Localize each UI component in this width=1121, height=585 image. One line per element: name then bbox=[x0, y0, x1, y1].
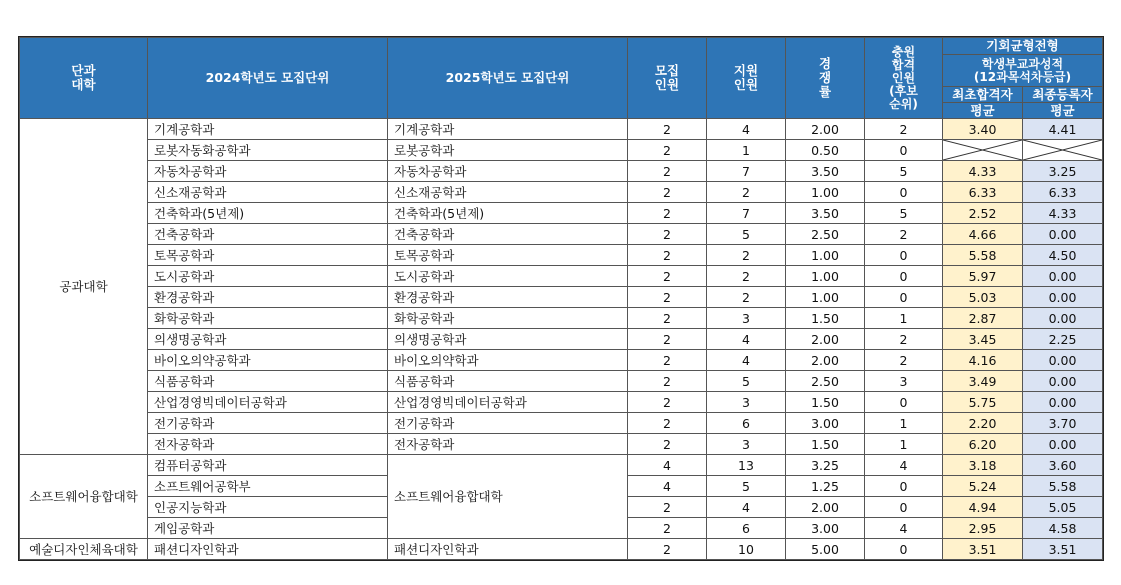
rate-cell: 1.00 bbox=[786, 266, 865, 287]
table-row bbox=[20, 161, 1103, 182]
table-row bbox=[20, 539, 1103, 560]
table-row bbox=[20, 371, 1103, 392]
table-row bbox=[20, 245, 1103, 266]
initial-avg-cell: 5.75 bbox=[943, 392, 1023, 413]
quota-cell: 2 bbox=[628, 140, 707, 161]
quota-cell: 4 bbox=[628, 455, 707, 476]
additional-cell: 4 bbox=[865, 455, 943, 476]
rate-cell: 2.50 bbox=[786, 224, 865, 245]
college-cell: 공과대학 bbox=[20, 119, 148, 455]
additional-cell: 4 bbox=[865, 518, 943, 539]
table-row bbox=[20, 266, 1103, 287]
initial-avg-cell: 2.87 bbox=[943, 308, 1023, 329]
rate-cell: 3.50 bbox=[786, 203, 865, 224]
additional-cell: 2 bbox=[865, 119, 943, 140]
final-avg-cell: 0.00 bbox=[1023, 392, 1103, 413]
table-row bbox=[20, 140, 1103, 161]
rate-cell: 2.50 bbox=[786, 371, 865, 392]
unit-2025-cell: 기계공학과 bbox=[388, 119, 628, 140]
quota-cell: 2 bbox=[628, 182, 707, 203]
quota-cell: 4 bbox=[628, 476, 707, 497]
applicants-cell: 7 bbox=[707, 203, 786, 224]
final-avg-cell: 4.33 bbox=[1023, 203, 1103, 224]
initial-avg-cell: 2.20 bbox=[943, 413, 1023, 434]
final-avg-cell: 0.00 bbox=[1023, 287, 1103, 308]
applicants-cell: 5 bbox=[707, 371, 786, 392]
applicants-cell: 5 bbox=[707, 224, 786, 245]
unit-2024-cell: 기계공학과 bbox=[148, 119, 388, 140]
table-row bbox=[20, 308, 1103, 329]
additional-cell: 0 bbox=[865, 140, 943, 161]
header-avg1-text: 평균 bbox=[970, 102, 995, 118]
unit-2024-cell: 토목공학과 bbox=[148, 245, 388, 266]
unit-2024-cell: 화학공학과 bbox=[148, 308, 388, 329]
final-avg-cell: 3.51 bbox=[1023, 539, 1103, 560]
unit-2024-cell: 건축공학과 bbox=[148, 224, 388, 245]
initial-avg-cell: 2.95 bbox=[943, 518, 1023, 539]
applicants-cell: 10 bbox=[707, 539, 786, 560]
quota-cell: 2 bbox=[628, 371, 707, 392]
initial-avg-cell: 6.20 bbox=[943, 434, 1023, 455]
header-unit-2024 bbox=[148, 38, 388, 119]
quota-cell: 2 bbox=[628, 245, 707, 266]
unit-2025-cell: 건축공학과 bbox=[388, 224, 628, 245]
unit-2025-cell: 신소재공학과 bbox=[388, 182, 628, 203]
rate-cell: 3.00 bbox=[786, 518, 865, 539]
additional-cell: 0 bbox=[865, 539, 943, 560]
additional-cell: 5 bbox=[865, 203, 943, 224]
header-college-text: 단과 대학 bbox=[71, 63, 96, 92]
unit-2024-cell: 로봇자동화공학과 bbox=[148, 140, 388, 161]
unit-2024-cell: 도시공학과 bbox=[148, 266, 388, 287]
header-initial-admit bbox=[943, 87, 1023, 103]
unit-2024-cell: 신소재공학과 bbox=[148, 182, 388, 203]
rate-cell: 2.00 bbox=[786, 119, 865, 140]
additional-cell: 2 bbox=[865, 350, 943, 371]
applicants-cell: 7 bbox=[707, 161, 786, 182]
unit-2025-cell: 패션디자인학과 bbox=[388, 539, 628, 560]
final-avg-cell: 3.25 bbox=[1023, 161, 1103, 182]
header-average-initial bbox=[943, 103, 1023, 119]
header-grade-title-text: 학생부교과성적 (12과목석차등급) bbox=[973, 56, 1072, 84]
final-avg-cell: 5.58 bbox=[1023, 476, 1103, 497]
quota-cell: 2 bbox=[628, 518, 707, 539]
final-avg-cell: 2.25 bbox=[1023, 329, 1103, 350]
quota-cell: 2 bbox=[628, 497, 707, 518]
unit-2025-cell: 의생명공학과 bbox=[388, 329, 628, 350]
rate-cell: 3.25 bbox=[786, 455, 865, 476]
table-row bbox=[20, 224, 1103, 245]
applicants-cell: 5 bbox=[707, 476, 786, 497]
initial-avg-cell: 3.51 bbox=[943, 539, 1023, 560]
table-row bbox=[20, 329, 1103, 350]
initial-avg-cell: 5.24 bbox=[943, 476, 1023, 497]
applicants-cell: 2 bbox=[707, 245, 786, 266]
additional-cell: 1 bbox=[865, 413, 943, 434]
quota-cell: 2 bbox=[628, 119, 707, 140]
rate-cell: 2.00 bbox=[786, 497, 865, 518]
initial-avg-cell: 4.16 bbox=[943, 350, 1023, 371]
initial-avg-cell: 3.45 bbox=[943, 329, 1023, 350]
header-track-text: 기회균형전형 bbox=[986, 38, 1059, 53]
rate-cell: 2.00 bbox=[786, 329, 865, 350]
applicants-cell: 2 bbox=[707, 182, 786, 203]
additional-cell: 1 bbox=[865, 434, 943, 455]
quota-cell: 2 bbox=[628, 539, 707, 560]
rate-cell: 1.50 bbox=[786, 308, 865, 329]
unit-2024-cell: 소프트웨어공학부 bbox=[148, 476, 388, 497]
initial-avg-cell: 4.66 bbox=[943, 224, 1023, 245]
unit-2024-cell: 게임공학과 bbox=[148, 518, 388, 539]
rate-cell: 3.00 bbox=[786, 413, 865, 434]
initial-avg-cell: 4.94 bbox=[943, 497, 1023, 518]
header-quota-text: 모집 인원 bbox=[654, 63, 680, 92]
additional-cell: 0 bbox=[865, 476, 943, 497]
header-final-text: 최종등록자 bbox=[1032, 86, 1093, 102]
unit-2025-cell: 화학공학과 bbox=[388, 308, 628, 329]
final-avg-cell: 0.00 bbox=[1023, 224, 1103, 245]
header-unit-2024-text: 2024학년도 모집단위 bbox=[205, 70, 330, 85]
final-avg-cell: 4.41 bbox=[1023, 119, 1103, 140]
applicants-cell: 3 bbox=[707, 392, 786, 413]
final-avg-cell: 3.60 bbox=[1023, 455, 1103, 476]
final-avg-cell: 5.05 bbox=[1023, 497, 1103, 518]
quota-cell: 2 bbox=[628, 413, 707, 434]
header-additional-admits bbox=[865, 38, 943, 119]
header-initial-text: 최초합격자 bbox=[952, 86, 1013, 102]
applicants-cell: 3 bbox=[707, 434, 786, 455]
unit-2024-cell: 식품공학과 bbox=[148, 371, 388, 392]
applicants-cell: 4 bbox=[707, 329, 786, 350]
unit-2024-cell: 건축학과(5년제) bbox=[148, 203, 388, 224]
rate-cell: 1.00 bbox=[786, 182, 865, 203]
unit-2025-cell: 산업경영빅데이터공학과 bbox=[388, 392, 628, 413]
applicants-cell: 2 bbox=[707, 266, 786, 287]
additional-cell: 5 bbox=[865, 161, 943, 182]
additional-cell: 1 bbox=[865, 308, 943, 329]
unit-2025-cell: 바이오의약학과 bbox=[388, 350, 628, 371]
header-unit-2025-text: 2025학년도 모집단위 bbox=[445, 70, 570, 85]
applicants-cell: 6 bbox=[707, 518, 786, 539]
applicants-cell: 3 bbox=[707, 308, 786, 329]
header-unit-2025 bbox=[388, 38, 628, 119]
applicants-cell: 4 bbox=[707, 119, 786, 140]
final-avg-cell: 0.00 bbox=[1023, 350, 1103, 371]
unit-2024-cell: 전기공학과 bbox=[148, 413, 388, 434]
final-avg-cell: 3.70 bbox=[1023, 413, 1103, 434]
unit-2024-cell: 바이오의약공학과 bbox=[148, 350, 388, 371]
admission-results-table bbox=[19, 37, 1103, 560]
table-row bbox=[20, 182, 1103, 203]
rate-cell: 1.25 bbox=[786, 476, 865, 497]
applicants-cell: 1 bbox=[707, 140, 786, 161]
quota-cell: 2 bbox=[628, 308, 707, 329]
unit-2024-cell: 산업경영빅데이터공학과 bbox=[148, 392, 388, 413]
rate-cell: 3.50 bbox=[786, 161, 865, 182]
rate-cell: 0.50 bbox=[786, 140, 865, 161]
additional-cell: 0 bbox=[865, 392, 943, 413]
header-additional-text: 충원 합격 인원 (후보 순위) bbox=[889, 44, 918, 111]
table-row bbox=[20, 350, 1103, 371]
initial-avg-cell: 5.97 bbox=[943, 266, 1023, 287]
header-grade-title bbox=[943, 55, 1103, 87]
additional-cell: 0 bbox=[865, 287, 943, 308]
applicants-cell: 4 bbox=[707, 497, 786, 518]
header-average-final bbox=[1023, 103, 1103, 119]
unit-2025-cell: 전기공학과 bbox=[388, 413, 628, 434]
initial-avg-cell: 3.49 bbox=[943, 371, 1023, 392]
unit-2024-cell: 환경공학과 bbox=[148, 287, 388, 308]
rate-cell: 1.50 bbox=[786, 392, 865, 413]
initial-avg-cell: 2.52 bbox=[943, 203, 1023, 224]
quota-cell: 2 bbox=[628, 434, 707, 455]
header-applicants bbox=[707, 38, 786, 119]
cross-out-icon bbox=[1023, 140, 1102, 160]
additional-cell: 0 bbox=[865, 497, 943, 518]
table-body bbox=[20, 119, 1103, 560]
header-rate-text: 경 쟁 률 bbox=[818, 56, 832, 99]
initial-avg-cell: 3.40 bbox=[943, 119, 1023, 140]
final-avg-cell: 0.00 bbox=[1023, 371, 1103, 392]
table-header bbox=[20, 38, 1103, 119]
applicants-cell: 6 bbox=[707, 413, 786, 434]
applicants-cell: 2 bbox=[707, 287, 786, 308]
additional-cell: 0 bbox=[865, 182, 943, 203]
unit-2025-cell: 건축학과(5년제) bbox=[388, 203, 628, 224]
unit-2025-cell: 로봇공학과 bbox=[388, 140, 628, 161]
applicants-cell: 4 bbox=[707, 350, 786, 371]
unit-2025-cell: 소프트웨어융합대학 bbox=[388, 455, 628, 539]
additional-cell: 2 bbox=[865, 329, 943, 350]
unit-2025-cell: 자동차공학과 bbox=[388, 161, 628, 182]
cross-out-icon bbox=[943, 140, 1022, 160]
quota-cell: 2 bbox=[628, 161, 707, 182]
table-row bbox=[20, 287, 1103, 308]
initial-avg-cell: 6.33 bbox=[943, 182, 1023, 203]
table-row bbox=[20, 413, 1103, 434]
rate-cell: 1.50 bbox=[786, 434, 865, 455]
final-avg-cell: 6.33 bbox=[1023, 182, 1103, 203]
header-avg2-text: 평균 bbox=[1050, 102, 1075, 118]
applicants-cell: 13 bbox=[707, 455, 786, 476]
header-applicants-text: 지원 인원 bbox=[733, 63, 759, 92]
table-row bbox=[20, 434, 1103, 455]
rate-cell: 1.00 bbox=[786, 287, 865, 308]
header-college bbox=[20, 38, 148, 119]
final-avg-cell: 0.00 bbox=[1023, 308, 1103, 329]
additional-cell: 0 bbox=[865, 245, 943, 266]
unit-2025-cell: 전자공학과 bbox=[388, 434, 628, 455]
unit-2025-cell: 도시공학과 bbox=[388, 266, 628, 287]
unit-2024-cell: 인공지능학과 bbox=[148, 497, 388, 518]
unit-2025-cell: 토목공학과 bbox=[388, 245, 628, 266]
rate-cell: 2.00 bbox=[786, 350, 865, 371]
final-avg-cell: 0.00 bbox=[1023, 434, 1103, 455]
rate-cell: 5.00 bbox=[786, 539, 865, 560]
table-row bbox=[20, 119, 1103, 140]
table-row bbox=[20, 203, 1103, 224]
rate-cell: 1.00 bbox=[786, 245, 865, 266]
quota-cell: 2 bbox=[628, 392, 707, 413]
quota-cell: 2 bbox=[628, 287, 707, 308]
additional-cell: 0 bbox=[865, 266, 943, 287]
unit-2025-cell: 식품공학과 bbox=[388, 371, 628, 392]
header-quota bbox=[628, 38, 707, 119]
unit-2024-cell: 의생명공학과 bbox=[148, 329, 388, 350]
final-avg-cell: 4.50 bbox=[1023, 245, 1103, 266]
college-cell: 소프트웨어융합대학 bbox=[20, 455, 148, 539]
college-cell: 예술디자인체육대학 bbox=[20, 539, 148, 560]
initial-avg-cell-empty bbox=[943, 140, 1023, 161]
quota-cell: 2 bbox=[628, 203, 707, 224]
final-avg-cell-empty bbox=[1023, 140, 1103, 161]
unit-2024-cell: 컴퓨터공학과 bbox=[148, 455, 388, 476]
header-track bbox=[943, 38, 1103, 55]
header-competition-rate bbox=[786, 38, 865, 119]
final-avg-cell: 4.58 bbox=[1023, 518, 1103, 539]
unit-2025-cell: 환경공학과 bbox=[388, 287, 628, 308]
table-row bbox=[20, 392, 1103, 413]
initial-avg-cell: 5.03 bbox=[943, 287, 1023, 308]
initial-avg-cell: 4.33 bbox=[943, 161, 1023, 182]
unit-2024-cell: 자동차공학과 bbox=[148, 161, 388, 182]
final-avg-cell: 0.00 bbox=[1023, 266, 1103, 287]
table-row bbox=[20, 455, 1103, 476]
quota-cell: 2 bbox=[628, 266, 707, 287]
unit-2024-cell: 전자공학과 bbox=[148, 434, 388, 455]
additional-cell: 3 bbox=[865, 371, 943, 392]
quota-cell: 2 bbox=[628, 224, 707, 245]
quota-cell: 2 bbox=[628, 350, 707, 371]
header-final-enrolled bbox=[1023, 87, 1103, 103]
unit-2024-cell: 패션디자인학과 bbox=[148, 539, 388, 560]
additional-cell: 2 bbox=[865, 224, 943, 245]
initial-avg-cell: 5.58 bbox=[943, 245, 1023, 266]
initial-avg-cell: 3.18 bbox=[943, 455, 1023, 476]
quota-cell: 2 bbox=[628, 329, 707, 350]
